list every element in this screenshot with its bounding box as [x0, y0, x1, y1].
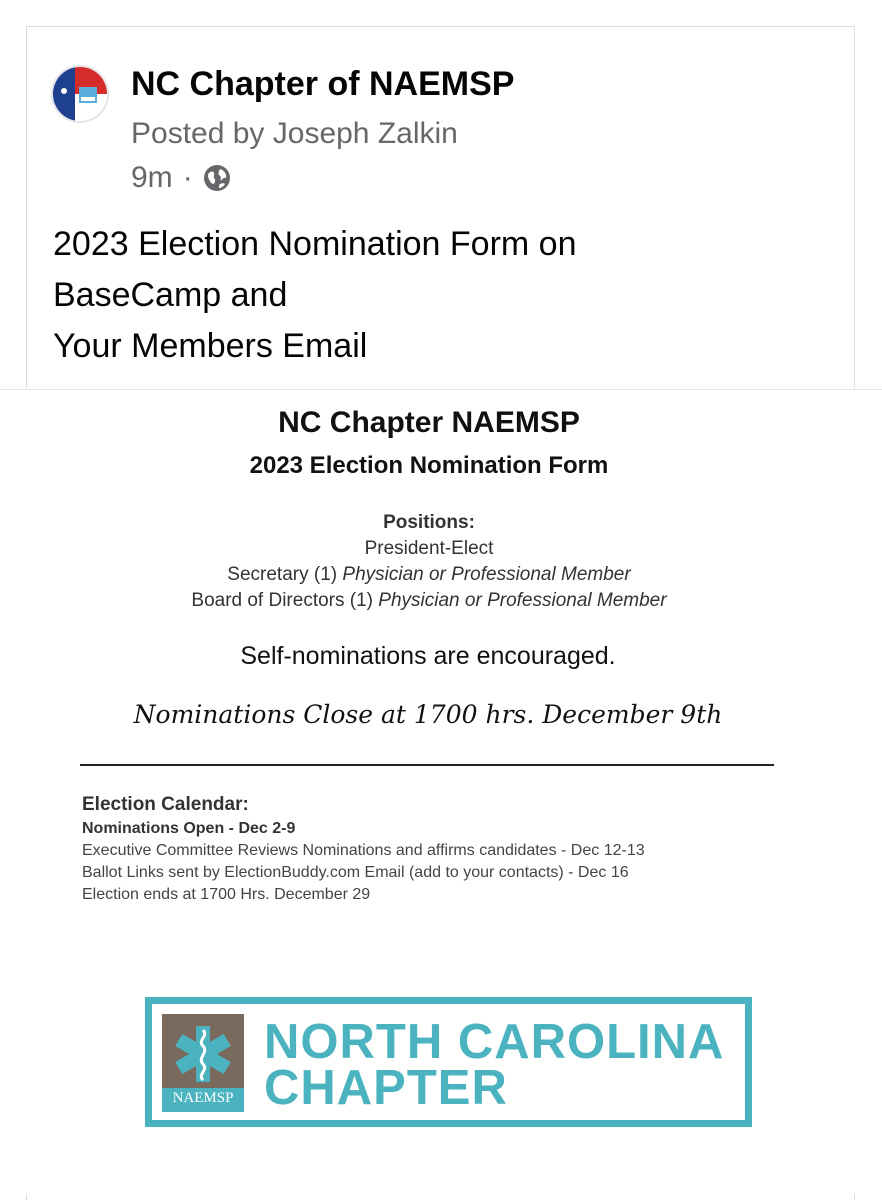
divider: [80, 764, 774, 766]
globe-icon[interactable]: [203, 164, 231, 192]
self-nominations-note: Self-nominations are encouraged.: [240, 642, 616, 670]
page-avatar[interactable]: [51, 65, 109, 123]
logo-line-2: CHAPTER: [264, 1061, 508, 1115]
nc-chapter-logo: [145, 997, 752, 1127]
calendar-heading: Election Calendar:: [82, 794, 249, 815]
post-text-line: 2023 Election Nomination Form on: [53, 225, 577, 263]
post-timestamp[interactable]: 9m: [131, 161, 173, 194]
position-role: Secretary (1): [227, 564, 338, 585]
nominations-close-note: Nominations Close at 1700 hrs. December 9th: [133, 700, 723, 729]
calendar-open: Nominations Open - Dec 2-9: [82, 820, 296, 837]
position-qualifier: Physician or Professional Member: [342, 564, 631, 585]
post-meta: [131, 161, 231, 195]
positions-heading: Positions:: [383, 512, 475, 533]
post-text-line: Your Members Email: [53, 327, 368, 365]
form-subtitle: 2023 Election Nomination Form: [249, 452, 609, 479]
attached-image[interactable]: [0, 389, 882, 1195]
post-text-line: BaseCamp and: [53, 276, 288, 314]
logo-emblem-text: NAEMSP: [172, 1090, 234, 1106]
position-board: [0, 590, 858, 612]
position-president-elect: [0, 538, 858, 560]
post-body-text: [53, 219, 833, 372]
post-card: [26, 26, 855, 388]
position-role: President-Elect: [364, 538, 494, 559]
nc-flag-avatar-icon: [53, 67, 107, 121]
position-qualifier: Physician or Professional Member: [378, 590, 667, 611]
page-name-link[interactable]: NC Chapter of NAEMSP: [131, 65, 515, 103]
calendar-line: Executive Committee Reviews Nominations and affirms candidates - Dec 12-13: [82, 842, 645, 859]
position-role: Board of Directors (1): [191, 590, 374, 611]
meta-separator: ·: [182, 161, 193, 194]
position-secretary: [0, 564, 858, 586]
post-card-bottom-edge: [26, 1194, 855, 1200]
form-title: NC Chapter NAEMSP: [278, 406, 580, 439]
posted-by-label[interactable]: Posted by Joseph Zalkin: [131, 117, 458, 150]
calendar-line: Election ends at 1700 Hrs. December 29: [82, 886, 371, 903]
calendar-line: Ballot Links sent by ElectionBuddy.com Email (add to your contacts) - Dec 16: [82, 864, 629, 881]
logo-line-1: NORTH CAROLINA: [264, 1015, 725, 1069]
